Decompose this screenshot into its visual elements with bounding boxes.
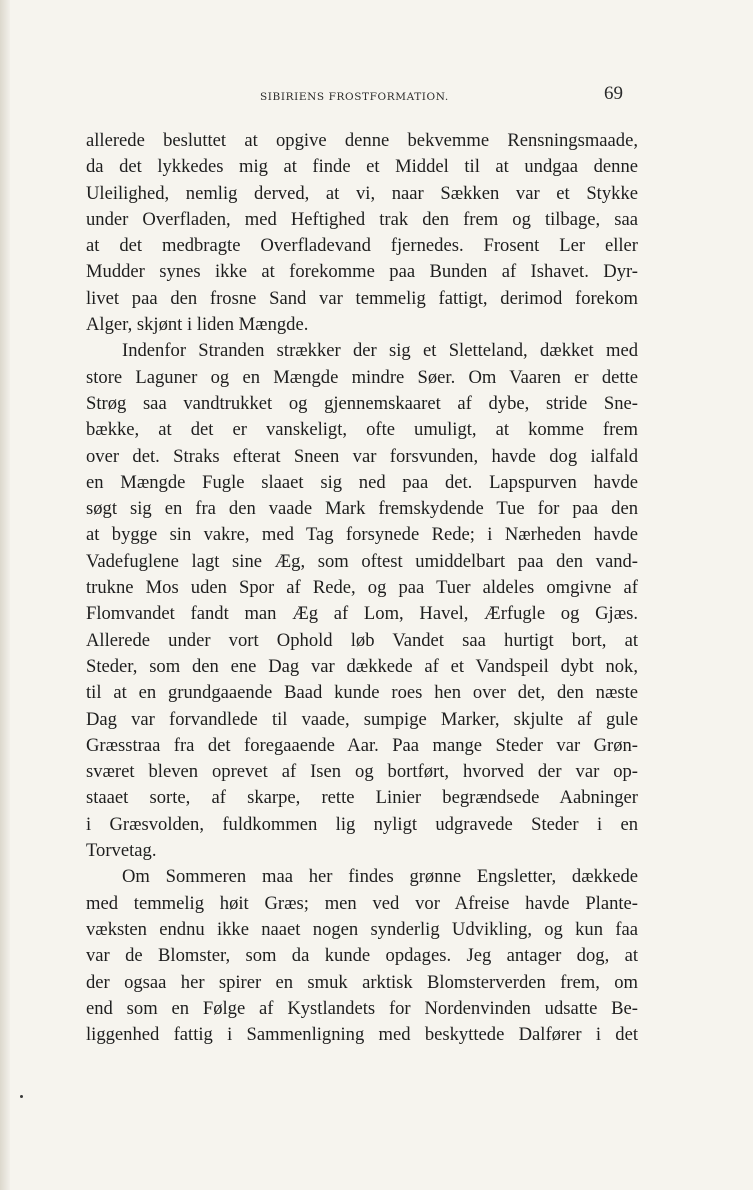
text-line: da det lykkedes mig at finde et Middel til at undgaa denne — [86, 156, 638, 178]
text-line: Uleilighed, nemlig derved, at vi, naar Sækken var et Stykke — [86, 182, 638, 204]
text-line: at bygge sin vakre, med Tag forsynede Rede; i Nærheden havde — [86, 524, 638, 546]
body-text — [86, 128, 638, 1048]
text-line: staaet sorte, af skarpe, rette Linier begrændsede Aabninger — [86, 787, 638, 809]
text-line: under Overfladen, med Heftighed trak den frem og tilbage, saa — [86, 208, 638, 230]
text-line: væksten endnu ikke naaet nogen synderlig Udvikling, og kun faa — [86, 918, 638, 940]
text-line: at det medbragte Overfladevand fjernedes. Frosent Ler eller — [86, 235, 638, 257]
text-line: Dag var forvandlede til vaade, sumpige Marker, skjulte af gule — [86, 708, 638, 730]
text-line: der ogsaa her spirer en smuk arktisk Blomsterverden frem, om — [86, 971, 638, 993]
text-line: søgt sig en fra den vaade Mark fremskydende Tue for paa den — [86, 498, 638, 520]
text-line: over det. Straks efterat Sneen var forsvunden, havde dog ialfald — [86, 445, 638, 467]
running-header — [260, 83, 680, 108]
text-line: med temmelig høit Græs; men ved vor Afreise havde Plante- — [86, 892, 638, 914]
text-line: Strøg saa vandtrukket og gjennemskaaret af dybe, stride Sne- — [86, 392, 638, 414]
text-line: trukne Mos uden Spor af Rede, og paa Tuer aldeles omgivne af — [86, 577, 638, 599]
text-line: Alger, skjønt i liden Mængde. — [86, 314, 309, 336]
margin-mark — [20, 1095, 23, 1098]
page-edge — [0, 0, 10, 1190]
paragraph-start-line: Indenfor Stranden strækker der sig et Sletteland, dækket med — [122, 340, 638, 362]
text-line: en Mængde Fugle slaaet sig ned paa det. Lapspurven havde — [86, 471, 638, 493]
running-title: SIBIRIENS FROSTFORMATION. — [260, 91, 449, 103]
text-line: var de Blomster, som da kunde opdages. Jeg antager dog, at — [86, 945, 638, 967]
text-line: allerede besluttet at opgive denne bekvemme Rensningsmaade, — [86, 130, 638, 151]
text-line: Allerede under vort Ophold løb Vandet saa hurtigt bort, at — [86, 629, 638, 651]
text-line: Græsstraa fra det foregaaende Aar. Paa mange Steder var Grøn- — [86, 734, 638, 756]
text-line: Mudder synes ikke at forekomme paa Bunden af Ishavet. Dyr- — [86, 261, 638, 283]
text-line: Vadefuglene lagt sine Æg, som oftest umiddelbart paa den vand- — [86, 550, 638, 572]
text-line: bække, at det er vanskeligt, ofte umuligt, at komme frem — [86, 419, 638, 441]
text-line: store Laguner og en Mængde mindre Søer. Om Vaaren er dette — [86, 366, 638, 388]
text-line: livet paa den frosne Sand var temmelig fattigt, derimod forekom — [86, 287, 638, 309]
text-line: end som en Følge af Kystlandets for Nordenvinden udsatte Be- — [86, 997, 638, 1019]
text-line: Steder, som den ene Dag var dækkede af et Vandspeil dybt nok, — [86, 655, 638, 677]
text-line: liggenhed fattig i Sammenligning med beskyttede Dalfører i det — [86, 1024, 638, 1046]
page-number: 69 — [604, 83, 623, 104]
paragraph-start-line: Om Sommeren maa her findes grønne Engsletter, dækkede — [122, 866, 638, 888]
text-line: i Græsvolden, fuldkommen lig nyligt udgravede Steder i en — [86, 813, 638, 835]
text-line: Flomvandet fandt man Æg af Lom, Havel, Ærfugle og Gjæs. — [86, 603, 638, 625]
text-line: til at en grundgaaende Baad kunde roes hen over det, den næste — [86, 682, 638, 704]
text-line: sværet bleven oprevet af Isen og bortført, hvorved der var op- — [86, 761, 638, 783]
text-line: Torvetag. — [86, 840, 157, 862]
